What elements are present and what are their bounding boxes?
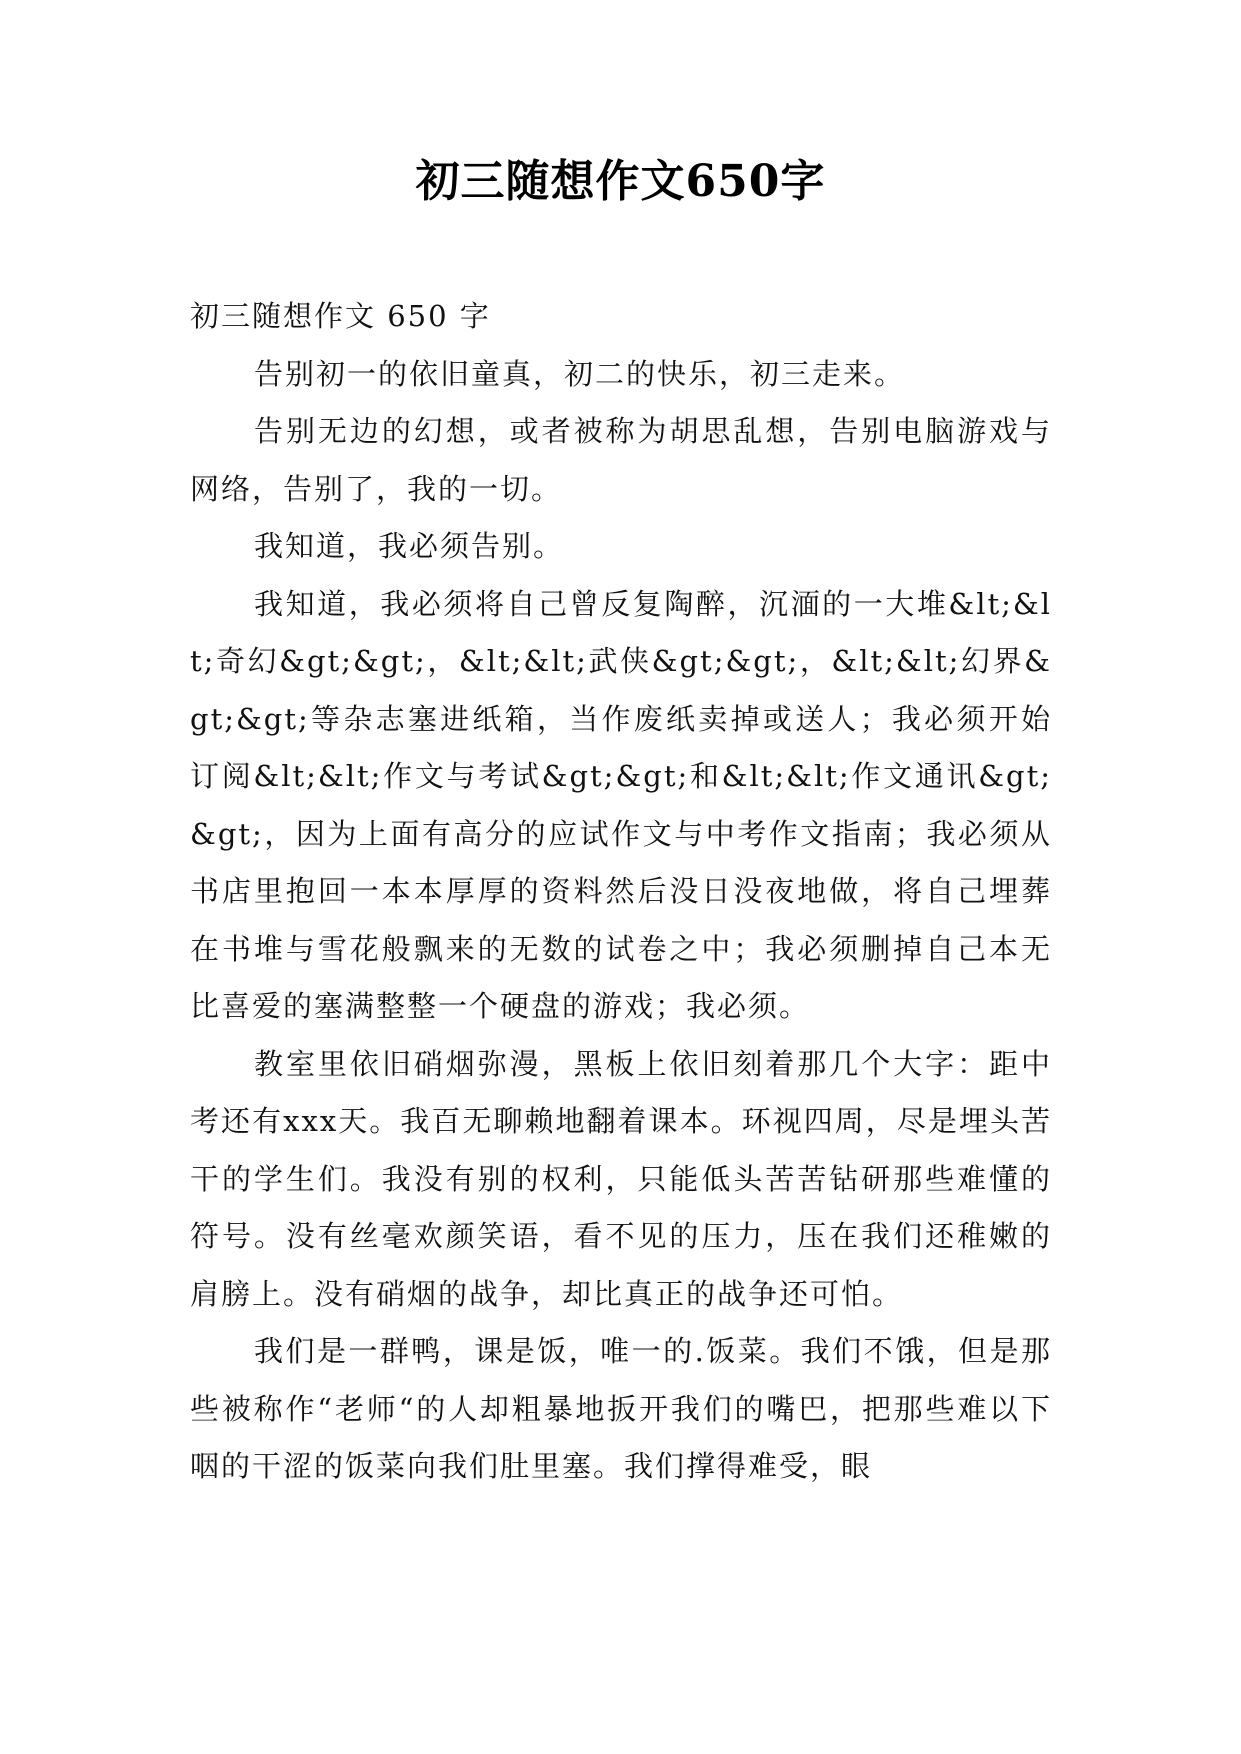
paragraph: 告别初一的依旧童真，初二的快乐，初三走来。 xyxy=(254,356,906,391)
paragraph: 我知道，我必须告别。 xyxy=(254,529,565,563)
document-body xyxy=(190,288,1052,1496)
paragraph: 我知道，我必须将自己曾反复陶醉，沉湎的一大堆&lt;&lt;奇幻&gt;&gt;，&lt;&lt;武侠&gt;&gt;，&lt;&lt;幻界&gt;&gt;等杂志塞进纸箱，当作废纸卖掉或送人；我必须开始订阅&lt;&lt;作文与考试&gt;&gt;和&lt;&lt;作文通讯&gt;&gt;，因为上面有高分的应试作文与中考作文指南；我必须从书店里抱回一本本厚厚的资料然后没日没夜地做，将自己埋葬在书堆与雪花般飘来的无数的试卷之中；我必须删掉自己本无比喜爱的塞满整整一个硬盘的游戏；我必须。 xyxy=(190,586,1052,1023)
paragraph: 我们是一群鸭，课是饭，唯一的.饭菜。我们不饿，但是那些被称作“老师“的人却粗暴地扳开我们的嘴巴，把那些难以下咽的干涩的饭菜向我们肚里塞。我们撑得难受，眼 xyxy=(190,1334,1052,1483)
document-subtitle: 初三随想作文 650 字 xyxy=(190,299,491,333)
paragraph: 教室里依旧硝烟弥漫，黑板上依旧刻着那几个大字：距中考还有xxx天。我百无聊赖地翻着课本。环视四周，尽是埋头苦干的学生们。我没有别的权利，只能低头苦苦钻研那些难懂的符号。没有丝毫欢颜笑语，看不见的压力，压在我们还稚嫩的肩膀上。没有硝烟的战争，却比真正的战争还可怕。 xyxy=(190,1046,1052,1311)
document-title: 初三随想作文650字 xyxy=(415,156,826,207)
paragraph: 告别无边的幻想，或者被称为胡思乱想，告别电脑游戏与网络，告别了，我的一切。 xyxy=(190,414,1052,506)
